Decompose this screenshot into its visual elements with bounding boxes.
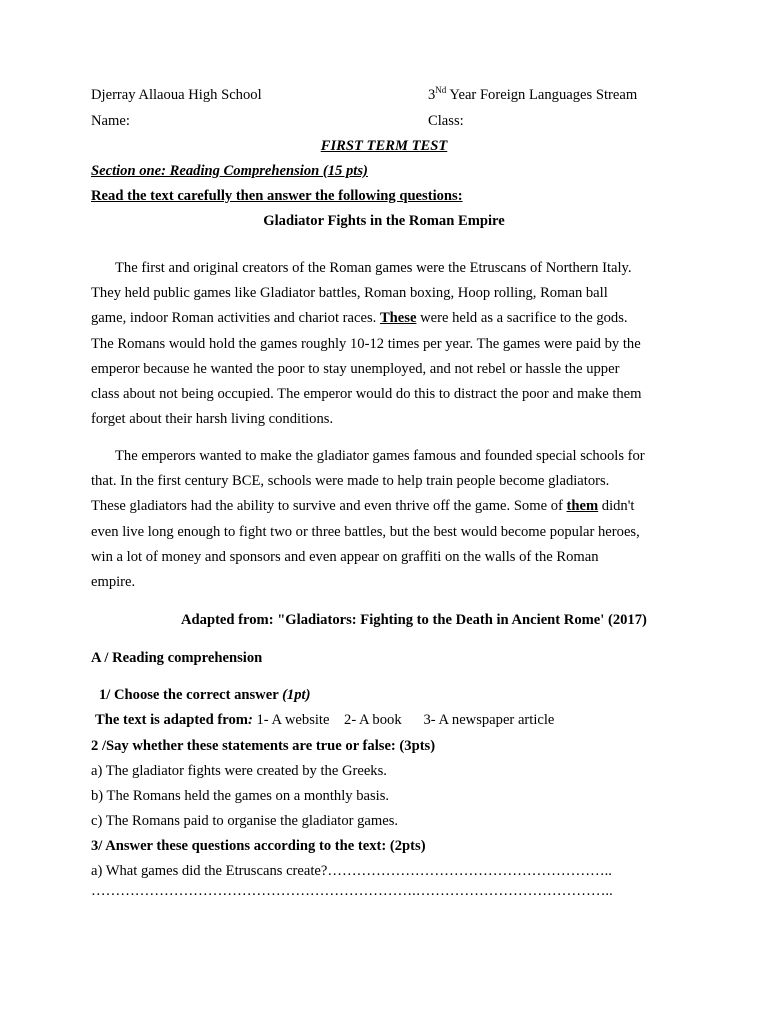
text-segment: These gladiators had the ability to survive and even thrive off the game. Some of bbox=[91, 498, 567, 515]
paragraph-1-line bbox=[91, 306, 681, 331]
year-number: 3 bbox=[428, 87, 436, 103]
text-segment: were held as a sacrifice to the gods. bbox=[416, 310, 628, 327]
question-1-options: 1- A website 2- A book 3- A newspaper article bbox=[256, 712, 555, 728]
paragraph-1-line: The first and original creators of the Roman games were the Etruscans of Northern Italy. bbox=[115, 260, 632, 276]
question-1-points: (1pt) bbox=[282, 687, 311, 703]
paragraph-2-line: that. In the first century BCE, schools were made to help train people become gladiators. bbox=[91, 473, 610, 490]
paragraph-1-line: emperor because he wanted the poor to stay unemployed, and not rebel or hassle the upper bbox=[91, 360, 620, 377]
text-segment: didn't bbox=[598, 498, 635, 515]
paragraph-2-line bbox=[91, 494, 681, 519]
paragraph-2-line: even live long enough to fight two or three battles, but the best would become popular heroes, bbox=[91, 523, 640, 540]
question-1-text: 1/ Choose the correct answer bbox=[99, 687, 283, 703]
section-one-heading: Section one: Reading Comprehension (15 pts) bbox=[91, 163, 368, 179]
question-1-heading bbox=[99, 686, 310, 704]
paragraph-1-line: class about not being occupied. The emperor would do this to distract the poor and make them bbox=[91, 386, 642, 403]
question-1-stem bbox=[95, 711, 554, 729]
question-1-stem-bold: The text is adapted from bbox=[95, 712, 248, 728]
question-1-colon: : bbox=[247, 712, 253, 728]
test-title: FIRST TERM TEST bbox=[320, 138, 448, 154]
stream-label: Year Foreign Languages Stream bbox=[446, 87, 638, 103]
statement-b: b) The Romans held the games on a monthly basis. bbox=[91, 788, 390, 804]
paragraph-2 bbox=[91, 444, 681, 595]
year-superscript: Nd bbox=[435, 85, 447, 96]
paragraph-1-line: The Romans would hold the games roughly 10-12 times per year. The games were paid by the bbox=[91, 335, 641, 352]
paragraph-1-line: forget about their harsh living conditions. bbox=[91, 411, 334, 428]
question-2-heading: 2 /Say whether these statements are true or false: (3pts) bbox=[91, 738, 436, 754]
question-3a: a) What games did the Etruscans create?………………………………………………….. bbox=[91, 863, 612, 879]
paragraph-2-line: The emperors wanted to make the gladiator games famous and founded special schools for bbox=[115, 448, 645, 464]
paragraph-1 bbox=[91, 256, 681, 432]
question-3-heading: 3/ Answer these questions according to the text: (2pts) bbox=[91, 838, 426, 854]
paragraph-2-line: empire. bbox=[91, 574, 136, 591]
statement-c: c) The Romans paid to organise the gladiator games. bbox=[91, 813, 399, 829]
reading-instruction: Read the text carefully then answer the following questions: bbox=[91, 188, 463, 204]
text-title: Gladiator Fights in the Roman Empire bbox=[263, 213, 505, 229]
school-name: Djerray Allaoua High School bbox=[91, 87, 262, 103]
text-segment: game, indoor Roman activities and chariot races. bbox=[91, 310, 380, 327]
reference-word-these: These bbox=[379, 310, 417, 327]
year-stream bbox=[428, 86, 637, 104]
paragraph-1-line: They held public games like Gladiator battles, Roman boxing, Hoop rolling, Roman ball bbox=[91, 285, 608, 302]
statement-a: a) The gladiator fights were created by the Greeks. bbox=[91, 763, 387, 779]
answer-line[interactable]: ………………………………………………………….………………………………….. bbox=[91, 883, 613, 899]
source-citation: Adapted from: "Gladiators: Fighting to the Death in Ancient Rome' (2017) bbox=[181, 612, 647, 628]
paragraph-2-line: win a lot of money and sponsors and even appear on graffiti on the walls of the Roman bbox=[91, 548, 599, 565]
name-label: Name: bbox=[91, 113, 130, 129]
reference-word-them: them bbox=[566, 498, 599, 515]
part-a-heading: A / Reading comprehension bbox=[91, 650, 263, 666]
class-label: Class: bbox=[428, 113, 464, 129]
